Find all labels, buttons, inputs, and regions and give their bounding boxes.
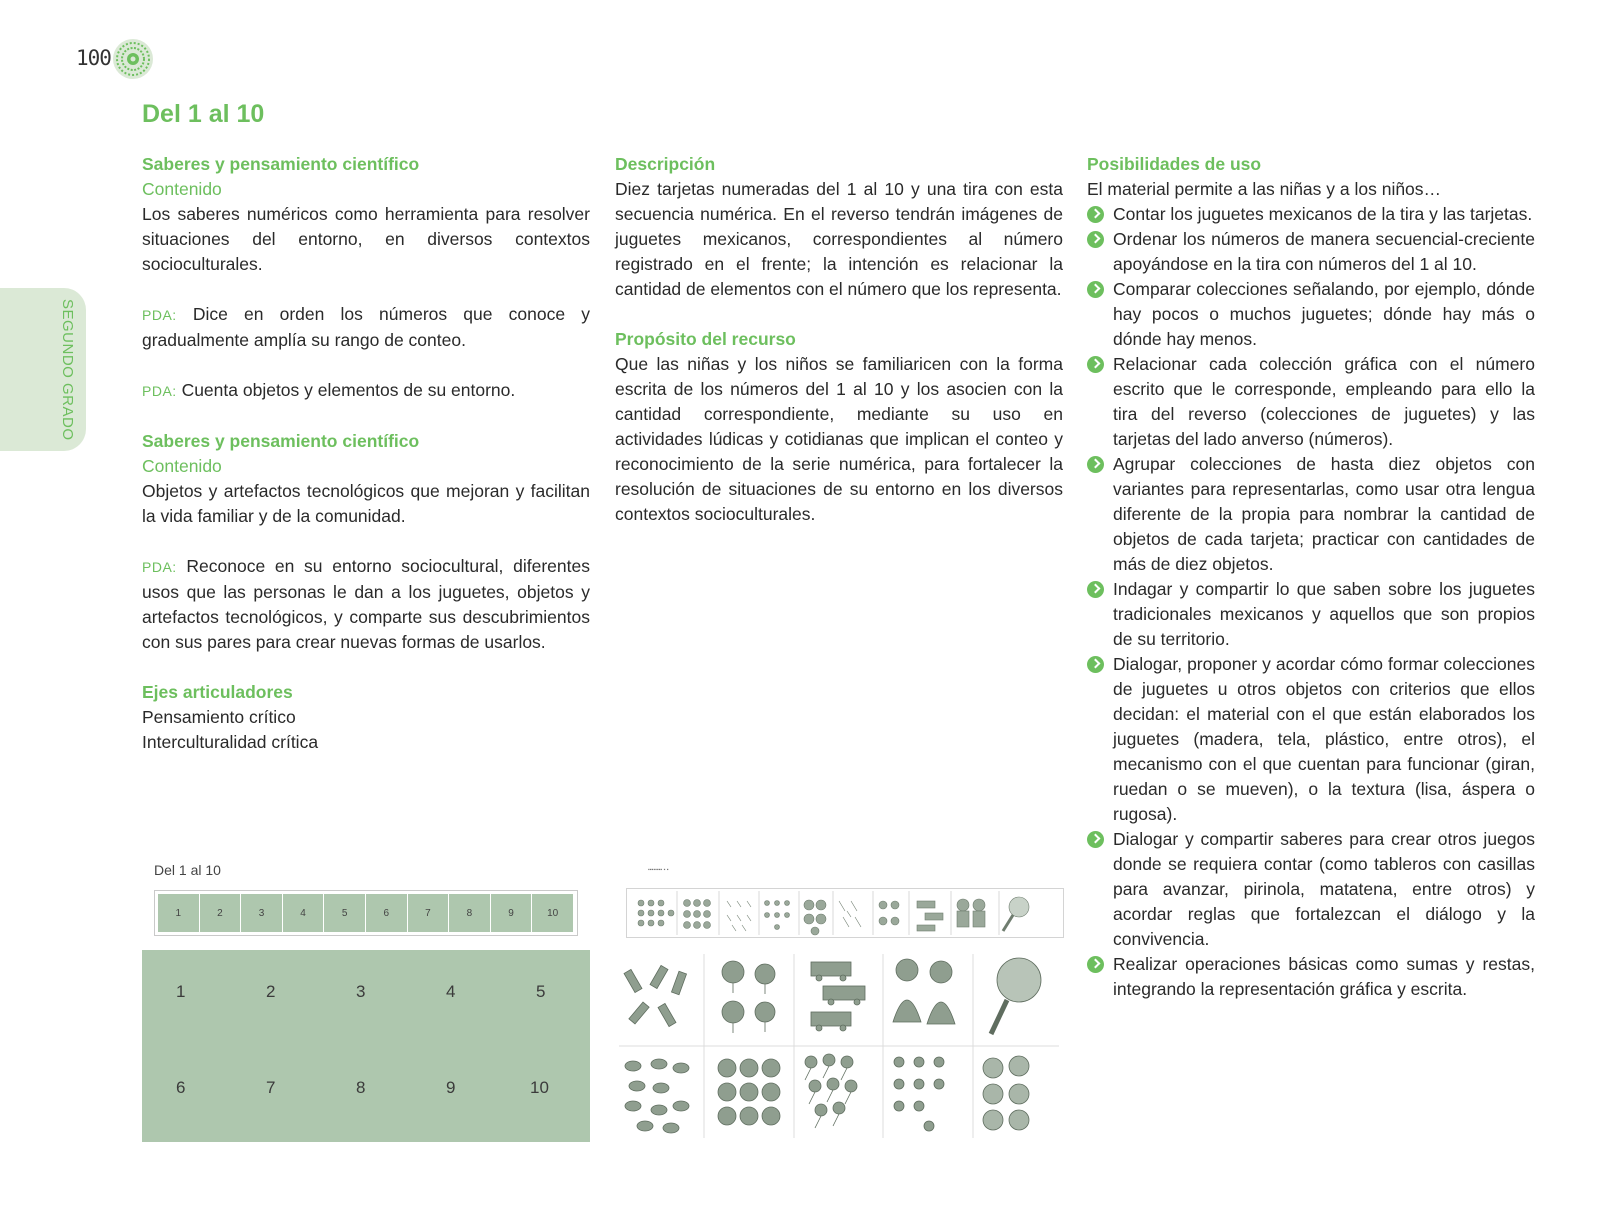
arrow-bullet-icon	[1087, 206, 1104, 223]
strip-cell: 6	[366, 894, 408, 932]
strip-cell: 4	[283, 894, 325, 932]
strip-cell: 10	[532, 894, 574, 932]
arrow-bullet-icon	[1087, 831, 1104, 848]
card-number: 6	[176, 1078, 186, 1097]
rattle-icon	[991, 958, 1041, 1034]
page-title: Del 1 al 10	[142, 100, 265, 128]
pda-text: Cuenta objetos y elementos de su entorno.	[181, 380, 516, 400]
content-text: Los saberes numéricos como herramienta para resolver situaciones del entorno, en diversos contextos socioculturales.	[142, 204, 590, 274]
list-item	[1087, 202, 1535, 227]
section-heading: Descripción	[615, 154, 716, 174]
list-item-text: Ordenar los números de manera secuencial-creciente apoyándose en la tira con números del 1 al 10.	[1113, 229, 1535, 274]
column-1	[142, 152, 590, 755]
list-item	[1087, 452, 1535, 577]
strip-cell: 2	[200, 894, 242, 932]
card-number: 2	[266, 982, 276, 1001]
balero-icon	[722, 961, 775, 1033]
arrow-bullet-icon	[1087, 581, 1104, 598]
eje-item: Interculturalidad crítica	[142, 732, 319, 752]
card-number: 1	[176, 982, 186, 1001]
toy-group-icon	[638, 900, 674, 926]
list-item-text: Realizar operaciones básicas como sumas y restas, integrando la representación gráfica y escrita.	[1113, 954, 1535, 999]
section-heading: Ejes articuladores	[142, 682, 293, 702]
pda-text: Reconoce en su entorno sociocultural, diferentes usos que las personas le dan a los juguetes, objetos y artefactos tecnológicos, y comparte sus descubrimientos con sus pares para crear nuevas formas de usarlos.	[142, 556, 590, 652]
description-text: Diez tarjetas numeradas del 1 al 10 y una tira con esta secuencia numérica. En el reverso tendrán imágenes de juguetes mexicanos, correspondientes al número registrado en el frente; la intención es relacionar la cantidad de elementos con el número que los representa.	[615, 179, 1063, 299]
rosette-icon	[112, 38, 154, 80]
toy-collection-icon	[983, 1056, 1029, 1130]
section-subheading: Contenido	[142, 179, 222, 199]
pda-label: PDA:	[142, 559, 177, 575]
list-item-text: Contar los juguetes mexicanos de la tira y las tarjetas.	[1113, 204, 1533, 224]
section-subheading: Contenido	[142, 456, 222, 476]
list-item	[1087, 277, 1535, 352]
list-item-text: Dialogar, proponer y acordar cómo formar colecciones de juguetes u otros objetos con criterios que ellos decidan: el material con el que están elaborados los juguetes (madera, tela, plástico, entre otros), el mecanismo con el que cuentan para funcionar (giran, ruedan o se mueven), o la textura (lisa, áspera o rugosa).	[1113, 654, 1535, 824]
arrow-bullet-icon	[1087, 456, 1104, 473]
pda-label: PDA:	[142, 383, 177, 399]
wooden-toy-icon	[624, 965, 686, 1026]
strip-cell: 1	[158, 894, 200, 932]
pda-text: Dice en orden los números que conoce y gradualmente amplía su rango de conteo.	[142, 304, 590, 350]
list-item-text: Comparar colecciones señalando, por ejemplo, dónde hay pocos o muchos juguetes; dónde hay más o dónde hay menos.	[1113, 279, 1535, 349]
page-number: 100	[76, 46, 111, 70]
pda-label: PDA:	[142, 307, 177, 323]
section-heading: Posibilidades de uso	[1087, 154, 1262, 174]
list-item	[1087, 652, 1535, 827]
card-number: 5	[536, 982, 546, 1001]
toy-collection-icon	[718, 1059, 780, 1125]
arrow-bullet-icon	[1087, 281, 1104, 298]
list-item	[1087, 577, 1535, 652]
card-number: 4	[446, 982, 456, 1001]
card-number: 7	[266, 1078, 276, 1097]
list-item	[1087, 352, 1535, 452]
card-number: 9	[446, 1078, 456, 1097]
column-2	[615, 152, 1063, 527]
toy-collection-icon	[894, 1057, 944, 1131]
arrow-bullet-icon	[1087, 231, 1104, 248]
strip-cell: 3	[241, 894, 283, 932]
strip-cell: 5	[324, 894, 366, 932]
toy-collection-icon	[805, 1054, 857, 1128]
content-text: Objetos y artefactos tecnológicos que mejoran y facilitan la vida familiar y de la comunidad.	[142, 481, 590, 526]
section-heading: Saberes y pensamiento científico	[142, 154, 420, 174]
grade-label: SEGUNDO GRADO	[59, 299, 76, 441]
list-item	[1087, 952, 1535, 1002]
list-item-text: Relacionar cada colección gráfica con el número escrito que le corresponde, empleando para ello la tira del reverso (colecciones de juguetes) y las tarjetas del lado anverso (números).	[1113, 354, 1535, 449]
list-item	[1087, 827, 1535, 952]
intro-text: El material permite a las niñas y a los niños…	[1087, 179, 1442, 199]
reverse-header: ▪▪▪▪▪▪▪▪ ▪ ▪	[648, 867, 669, 873]
truck-toy-icon	[811, 962, 865, 1031]
pda-paragraph	[142, 554, 590, 655]
section-heading: Propósito del recurso	[615, 329, 796, 349]
strip-title: Del 1 al 10	[154, 862, 221, 878]
strip-cell: 7	[408, 894, 450, 932]
arrow-bullet-icon	[1087, 656, 1104, 673]
toy-strip-image	[626, 888, 1064, 938]
toy-collection-icon	[625, 1059, 689, 1133]
strip-cell: 9	[491, 894, 533, 932]
toy-cards-image	[615, 950, 1063, 1142]
column-3	[1087, 152, 1535, 1002]
purpose-text: Que las niñas y los niños se familiaricen con la forma escrita de los números del 1 al 10 y los asocien con la cantidad correspondiente, mediante su uso en actividades lúdicas y cotidianas que implican el conteo y reconocimiento de la serie numérica, para fortalecer la resolución de situaciones de su entorno en los diversos contextos socioculturales.	[615, 354, 1063, 524]
list-item-text: Agrupar colecciones de hasta diez objetos con variantes para representarlas, como usar otra lengua diferente de la propia para nombrar la cantidad de objetos de cada tarjeta; practicar con cantidades de más de diez objetos.	[1113, 454, 1535, 574]
pda-paragraph	[142, 302, 590, 353]
list-item	[1087, 227, 1535, 277]
number-cards	[142, 950, 590, 1142]
list-item-text: Dialogar y compartir saberes para crear otros juegos donde se requiera contar (como tableros con casillas para avanzar, pirinola, matatena, entre otros) y acordar reglas que fortalezcan el diálogo y la convivencia.	[1113, 829, 1535, 949]
strip-cell: 8	[449, 894, 491, 932]
pda-paragraph	[142, 378, 590, 404]
eje-item: Pensamiento crítico	[142, 707, 296, 727]
strip-cells	[158, 894, 574, 932]
list-item-text: Indagar y compartir lo que saben sobre los juguetes tradicionales mexicanos y aquellos que son propios de su territorio.	[1113, 579, 1535, 649]
section-heading: Saberes y pensamiento científico	[142, 431, 420, 451]
card-number: 8	[356, 1078, 366, 1097]
uses-list	[1087, 202, 1535, 1002]
card-number: 3	[356, 982, 366, 1001]
number-strip	[154, 890, 578, 936]
arrow-bullet-icon	[1087, 356, 1104, 373]
card-number: 10	[530, 1078, 549, 1097]
doll-toy-icon	[893, 959, 955, 1024]
arrow-bullet-icon	[1087, 956, 1104, 973]
